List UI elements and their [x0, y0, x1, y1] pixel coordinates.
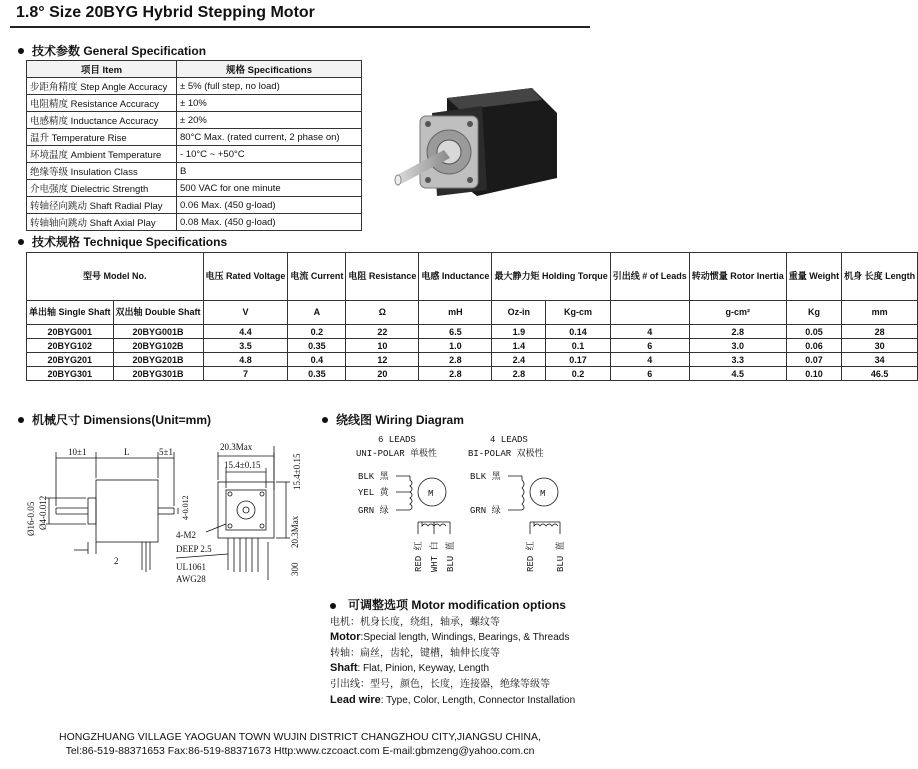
cell-leads: 4: [610, 353, 689, 367]
cell-len: 34: [842, 353, 918, 367]
mod-line-1: 电机：机身长度，绕组，轴承，螺纹等: [330, 616, 500, 628]
spec-value-cell: 500 VAC for one minute: [177, 180, 362, 197]
unit-torque-oz: Oz-in: [492, 301, 546, 325]
unipolar-label: UNI-POLAR 单极性: [356, 449, 438, 459]
spec-item-cell: 温升 Temperature Rise: [27, 129, 177, 146]
cell-a: 0.2: [288, 325, 346, 339]
unit-inertia: g-cm²: [689, 301, 786, 325]
col-item: 项目 Item: [27, 61, 177, 78]
modification-options: [330, 598, 600, 708]
col-current: 电流 Current: [288, 253, 346, 301]
modification-heading: 可调整选项 Motor modification options: [348, 598, 566, 612]
cell-r: 20: [346, 367, 419, 381]
spec-value-cell: ± 10%: [177, 95, 362, 112]
cell-a: 0.35: [288, 367, 346, 381]
spec-value-cell: 0.08 Max. (450 g-load): [177, 214, 362, 231]
cell-oz: 2.8: [492, 367, 546, 381]
dim-body-length: L: [124, 447, 130, 457]
dim-width-max: 20.3Max: [220, 442, 253, 452]
page-title: 1.8° Size 20BYG Hybrid Stepping Motor: [16, 4, 315, 21]
table-row: [27, 197, 362, 214]
table-header-row: [27, 253, 918, 301]
table-header-row: [27, 61, 362, 78]
cell-r: 10: [346, 339, 419, 353]
cell-leads: 6: [610, 367, 689, 381]
dim-height-max: 20.3Max: [290, 515, 300, 548]
footer-contact: Tel:86-519-88371653 Fax:86-519-88371673 Http:www.czcoact.com E-mail:gbmzeng@yahoo.com.cn: [65, 745, 535, 757]
cell-oz: 1.4: [492, 339, 546, 353]
cell-kg: 0.14: [546, 325, 611, 339]
dim-wire-type: UL1061: [176, 562, 206, 572]
mod-line-4: Shaft: Flat, Pinion, Keyway, Length: [330, 662, 490, 675]
col-model: 型号 Model No.: [27, 253, 204, 301]
cell-double: 20BYG201B: [113, 353, 203, 367]
table-row: [27, 339, 918, 353]
unit-inductance: mH: [419, 301, 492, 325]
general-spec-heading: 技术参数 General Specification: [16, 42, 206, 59]
cell-double: 20BYG102B: [113, 339, 203, 353]
spec-value-cell: B: [177, 163, 362, 180]
table-row: [27, 95, 362, 112]
spec-item-cell: 绝缘等级 Insulation Class: [27, 163, 177, 180]
cell-v: 4.4: [203, 325, 288, 339]
cell-oz: 2.4: [492, 353, 546, 367]
table-row: [27, 129, 362, 146]
cell-leads: 4: [610, 325, 689, 339]
lead-grn: GRN 绿: [358, 506, 389, 516]
cell-kg: 0.17: [546, 353, 611, 367]
dimensions-heading: 机械尺寸 Dimensions(Unit=mm): [16, 411, 211, 428]
unit-resistance: Ω: [346, 301, 419, 325]
cell-inertia: 4.5: [689, 367, 786, 381]
cell-leads: 6: [610, 339, 689, 353]
technique-spec-table: [26, 252, 918, 381]
cell-r: 22: [346, 325, 419, 339]
dim-lead-length: 300: [290, 562, 300, 576]
col-inductance: 电感 Inductance: [419, 253, 492, 301]
cell-r: 12: [346, 353, 419, 367]
title-rule: [10, 26, 590, 28]
col-torque: 最大静力矩 Holding Torque: [492, 253, 610, 301]
dim-rear-shaft: 5±1: [159, 447, 173, 457]
col-spec: 规格 Specifications: [177, 61, 362, 78]
dim-thread-depth: DEEP 2.5: [176, 544, 212, 554]
dim-shaft-dia: Ø4-0.012: [38, 495, 48, 530]
motor-symbol-4: M: [540, 489, 546, 499]
lead-wht: WHT 白: [430, 541, 440, 572]
cell-len: 30: [842, 339, 918, 353]
unit-leads: [610, 301, 689, 325]
cell-v: 7: [203, 367, 288, 381]
dim-pilot-depth: 2: [114, 556, 119, 566]
table-row: [27, 353, 918, 367]
table-row: [27, 325, 918, 339]
spec-value-cell: ± 5% (full step, no load): [177, 78, 362, 95]
spec-item-cell: 环境温度 Ambient Temperature: [27, 146, 177, 163]
spec-value-cell: 80°C Max. (rated current, 2 phase on): [177, 129, 362, 146]
lead-yel: YEL 黄: [358, 488, 389, 498]
spec-value-cell: ± 20%: [177, 112, 362, 129]
lead-red: RED 红: [414, 541, 424, 572]
table-row: [27, 78, 362, 95]
cell-len: 46.5: [842, 367, 918, 381]
mod-line-6: Lead wire: Type, Color, Length, Connector Installation: [330, 693, 576, 706]
cell-kg: 0.2: [546, 367, 611, 381]
col-single: 单出轴 Single Shaft: [27, 301, 114, 325]
spec-item-cell: 转轴径向跳动 Shaft Radial Play: [27, 197, 177, 214]
table-row: [27, 180, 362, 197]
four-leads-label: 4 LEADS: [490, 435, 528, 445]
dim-shaft-length: 10±1: [68, 447, 87, 457]
table-row: [27, 163, 362, 180]
cell-w: 0.06: [786, 339, 841, 353]
col-length: 机身 长度 Length: [842, 253, 918, 301]
technique-spec-heading: 技术规格 Technique Specifications: [16, 233, 227, 250]
spec-item-cell: 电阻精度 Resistance Accuracy: [27, 95, 177, 112]
mod-line-5: 引出线：型号，颜色，长度，连接器，绝缘等级等: [330, 678, 550, 690]
dim-wire-gauge: AWG28: [176, 574, 206, 584]
cell-inertia: 3.0: [689, 339, 786, 353]
dimensions-drawing: [6, 430, 326, 590]
cell-mh: 1.0: [419, 339, 492, 353]
cell-single: 20BYG201: [27, 353, 114, 367]
table-row: [27, 367, 918, 381]
spec-item-cell: 转轴轴向跳动 Shaft Axial Play: [27, 214, 177, 231]
cell-double: 20BYG001B: [113, 325, 203, 339]
lead-blu: BLU 蓝: [446, 541, 456, 572]
unit-weight: Kg: [786, 301, 841, 325]
table-row: [27, 214, 362, 231]
lead-red-bipolar: RED 红: [526, 541, 536, 572]
spec-item-cell: 步距角精度 Step Angle Accuracy: [27, 78, 177, 95]
unit-length: mm: [842, 301, 918, 325]
bipolar-label: BI-POLAR 双极性: [468, 449, 544, 459]
cell-inertia: 3.3: [689, 353, 786, 367]
six-leads-label: 6 LEADS: [378, 435, 416, 445]
lead-blk-bipolar: BLK 黑: [470, 472, 501, 482]
spec-item-cell: 介电强度 Dielectric Strength: [27, 180, 177, 197]
unit-torque-kg: Kg-cm: [546, 301, 611, 325]
cell-w: 0.07: [786, 353, 841, 367]
table-row: [27, 146, 362, 163]
dim-shaft-dia-rear: 4-0.012: [181, 495, 190, 520]
cell-inertia: 2.8: [689, 325, 786, 339]
cell-kg: 0.1: [546, 339, 611, 353]
cell-a: 0.4: [288, 353, 346, 367]
cell-len: 28: [842, 325, 918, 339]
cell-w: 0.10: [786, 367, 841, 381]
col-weight: 重量 Weight: [786, 253, 841, 301]
cell-mh: 2.8: [419, 367, 492, 381]
dim-pilot-dia: Ø16-0.05: [26, 501, 36, 536]
col-resistance: 电阻 Resistance: [346, 253, 419, 301]
mod-line-2: Motor:Special length, Windings, Bearings, & Threads: [330, 631, 570, 644]
col-leads: 引出线 # of Leads: [610, 253, 689, 301]
motor-symbol-6: M: [428, 489, 434, 499]
col-double: 双出轴 Double Shaft: [113, 301, 203, 325]
col-voltage: 电压 Rated Voltage: [203, 253, 288, 301]
lead-grn-bipolar: GRN 绿: [470, 506, 501, 516]
cell-oz: 1.9: [492, 325, 546, 339]
spec-value-cell: 0.06 Max. (450 g-load): [177, 197, 362, 214]
wiring-heading: 绕线图 Wiring Diagram: [320, 411, 464, 428]
unit-current: A: [288, 301, 346, 325]
spec-value-cell: - 10°C ~ +50°C: [177, 146, 362, 163]
table-unit-row: [27, 301, 918, 325]
cell-v: 4.8: [203, 353, 288, 367]
cell-mh: 6.5: [419, 325, 492, 339]
cell-single: 20BYG102: [27, 339, 114, 353]
dim-hole-spacing: 15.4±0.15: [224, 460, 261, 470]
cell-single: 20BYG301: [27, 367, 114, 381]
dim-hole-spacing-v: 15.4±0.15: [292, 453, 302, 490]
cell-mh: 2.8: [419, 353, 492, 367]
wiring-diagram: [352, 430, 592, 590]
footer: [0, 730, 600, 758]
col-inertia: 转动惯量 Rotor Inertia: [689, 253, 786, 301]
dim-thread: 4-M2: [176, 530, 196, 540]
lead-blk: BLK 黑: [358, 472, 389, 482]
cell-a: 0.35: [288, 339, 346, 353]
cell-double: 20BYG301B: [113, 367, 203, 381]
cell-single: 20BYG001: [27, 325, 114, 339]
unit-voltage: V: [203, 301, 288, 325]
lead-blu-bipolar: BLU 蓝: [556, 541, 566, 572]
general-spec-table: [26, 60, 362, 231]
spec-item-cell: 电感精度 Inductance Accuracy: [27, 112, 177, 129]
table-row: [27, 112, 362, 129]
mod-line-3: 转轴：扁丝，齿轮，键槽，轴伸长度等: [330, 647, 500, 659]
cell-v: 3.5: [203, 339, 288, 353]
motor-photo: [392, 78, 562, 218]
footer-address: HONGZHUANG VILLAGE YAOGUAN TOWN WUJIN DISTRICT CHANGZHOU CITY,JIANGSU CHINA,: [59, 731, 541, 743]
cell-w: 0.05: [786, 325, 841, 339]
